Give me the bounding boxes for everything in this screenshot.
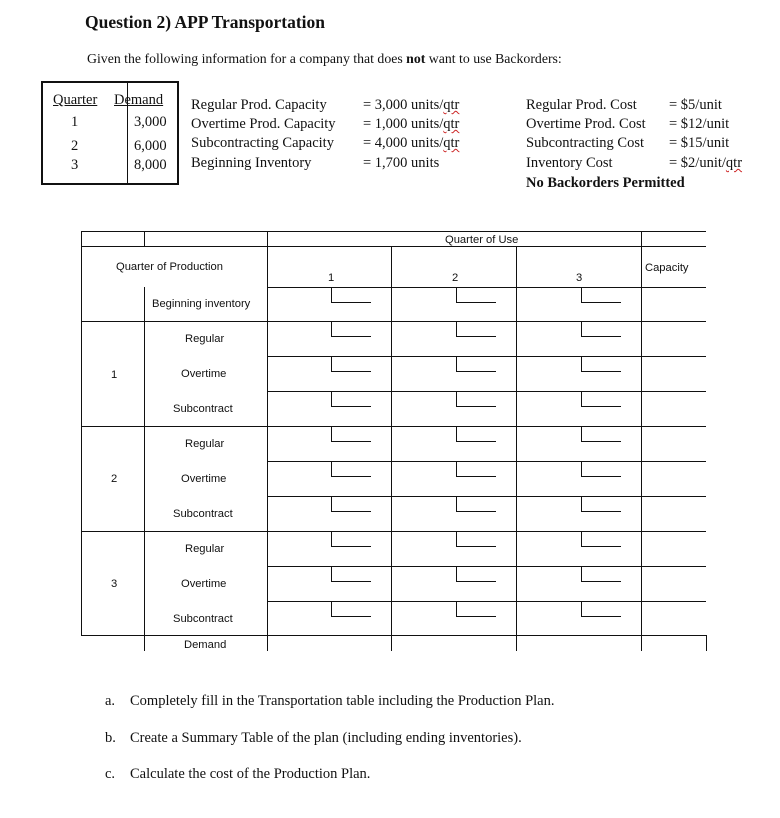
cost-label: Regular Prod. Cost [526,97,637,113]
unit-cost-box [456,321,496,337]
source-overtime: Overtime [181,368,227,380]
demand-row-label: Demand [184,639,227,651]
question-text: Calculate the cost of the Production Plan. [130,766,371,782]
capacity-label: Subcontracting Capacity [191,135,334,151]
production-quarter-2: 2 [111,473,118,485]
cost-value: = $12/unit [669,116,730,132]
question-text: Completely fill in the Transportation table including the Production Plan. [130,693,555,709]
source-overtime: Overtime [181,473,227,485]
source-regular: Regular [185,333,225,345]
source-regular: Regular [185,438,225,450]
table-line [144,231,145,246]
quarter-of-use-header: Quarter of Use [445,234,519,246]
question-text: Create a Summary Table of the plan (including ending inventories). [130,730,522,746]
table-line [641,231,642,651]
unit-cost-box [456,496,496,512]
unit-cost-box [331,287,371,303]
capacity-value: = 1,000 units/qtr [363,116,460,132]
use-column-1: 1 [328,272,335,284]
table-line [81,246,706,247]
demand-value: 8,000 [134,157,167,173]
unit-cost-box [456,391,496,407]
cost-label: Overtime Prod. Cost [526,116,646,132]
cost-label: Inventory Cost [526,155,613,171]
intro-before: Given the following information for a company that does [87,51,407,66]
unit-cost-box [581,496,621,512]
capacity-value: = 3,000 units/qtr [363,97,460,113]
demand-quarter: 3 [71,157,79,173]
unit-cost-box [581,321,621,337]
unit-cost-box [581,566,621,582]
unit-cost-box [331,356,371,372]
table-line [144,287,145,635]
unit-cost-box [331,321,371,337]
table-line [144,635,145,651]
cost-value: = $5/unit [669,97,722,113]
table-line [81,231,82,635]
page-title: Question 2) APP Transportation [85,12,326,32]
unit-cost-box [581,426,621,442]
cost-value: = $2/unit/qtr [669,155,743,171]
unit-cost-box [331,496,371,512]
source-regular: Regular [185,543,225,555]
cost-value: = $15/unit [669,135,730,151]
intro-after: want to use Backorders: [425,51,562,66]
source-overtime: Overtime [181,578,227,590]
quarter-of-production-header: Quarter of Production [116,261,223,273]
unit-cost-box [581,287,621,303]
unit-cost-box [581,391,621,407]
capacity-header: Capacity [645,262,689,274]
demand-quarter: 2 [71,138,79,154]
unit-cost-box [456,461,496,477]
use-column-2: 2 [452,272,459,284]
unit-cost-box [456,287,496,303]
no-backorders-note: No Backorders Permitted [526,175,685,191]
table-line [267,231,268,651]
unit-cost-box [456,356,496,372]
unit-cost-box [331,566,371,582]
production-quarter-1: 1 [111,369,118,381]
unit-cost-box [456,601,496,617]
unit-cost-box [456,566,496,582]
table-line [516,246,517,651]
unit-cost-box [331,531,371,547]
unit-cost-box [581,531,621,547]
capacity-value: = 4,000 units/qtr [363,135,460,151]
demand-header-quarter: Quarter [53,92,98,108]
capacity-value: = 1,700 units [363,155,440,171]
unit-cost-box [581,356,621,372]
unit-cost-box [331,426,371,442]
intro-text [87,51,562,67]
cost-label: Subcontracting Cost [526,135,645,151]
unit-cost-box [581,601,621,617]
beginning-inventory-label: Beginning inventory [152,298,251,310]
unit-cost-box [331,601,371,617]
table-line [706,635,707,651]
capacity-label: Regular Prod. Capacity [191,97,327,113]
question-letter: c. [105,766,116,782]
question-letter: a. [105,693,116,709]
table-line [81,635,706,636]
unit-cost-box [331,461,371,477]
capacity-label: Overtime Prod. Capacity [191,116,336,132]
question-letter: b. [105,730,116,746]
demand-table [41,81,179,185]
unit-cost-box [456,531,496,547]
unit-cost-box [581,461,621,477]
capacity-label: Beginning Inventory [191,155,312,171]
table-line [81,231,706,232]
source-subcontract: Subcontract [173,403,233,415]
use-column-3: 3 [576,272,583,284]
demand-quarter: 1 [71,114,79,130]
unit-cost-box [456,426,496,442]
demand-value: 6,000 [134,138,167,154]
source-subcontract: Subcontract [173,508,233,520]
table-line [391,246,392,651]
source-subcontract: Subcontract [173,613,233,625]
production-quarter-3: 3 [111,578,118,590]
intro-bold: not [406,51,426,66]
demand-value: 3,000 [134,114,167,130]
demand-header-demand: Demand [114,92,164,108]
transportation-table [81,229,706,652]
unit-cost-box [331,391,371,407]
